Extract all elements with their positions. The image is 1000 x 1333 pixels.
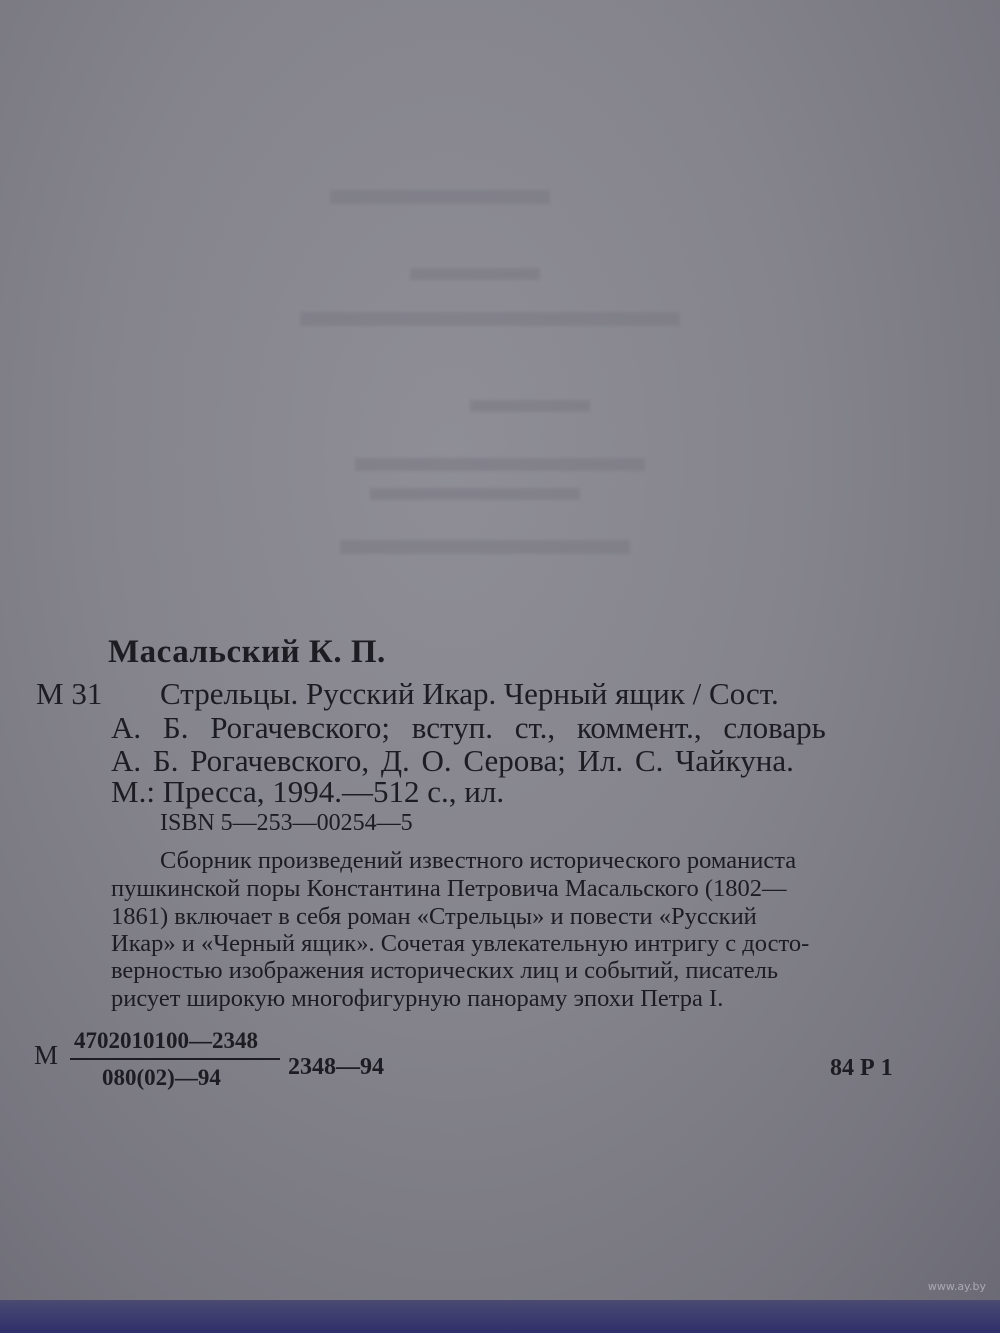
fraction-denominator: 080(02)—94 (102, 1065, 221, 1090)
annotation-line-6: рисует широкую многофигурную панораму эпохи Петра I. (111, 985, 724, 1012)
page-bottom-edge (0, 1300, 1000, 1333)
fraction-numerator: 4702010100—2348 (74, 1028, 258, 1053)
description-line-1: Стрельцы. Русский Икар. Черный ящик / Сост. (160, 676, 779, 711)
annotation-line-2: пушкинской поры Константина Петровича Масальского (1802— (111, 875, 787, 902)
book-author: Масальский К. П. (108, 634, 386, 670)
description-line-3: А. Б. Рогачевского, Д. О. Серова; Ил. С. Чайкуна. (111, 743, 794, 778)
footer-letter: М (34, 1040, 59, 1070)
description-line-2: А. Б. Рогачевского; вступ. ст., коммент., словарь (111, 710, 826, 745)
annotation-line-5: верностью изображения исторических лиц и событий, писатель (111, 957, 778, 984)
bbk-code: 84 Р 1 (830, 1055, 893, 1081)
fraction-bar (70, 1058, 280, 1060)
description-line-4: М.: Пресса, 1994.—512 с., ил. (111, 774, 505, 809)
annotation-line-4: Икар» и «Черный ящик». Сочетая увлекательную интригу с досто- (111, 930, 810, 957)
isbn: ISBN 5—253—00254—5 (160, 810, 413, 836)
annotation-line-1: Сборник произведений известного исторического романиста (160, 847, 797, 874)
watermark: www.ay.by (927, 1280, 986, 1293)
show-through-texture (0, 0, 1000, 600)
footer-code: 2348—94 (288, 1054, 384, 1080)
classification-index: М 31 (36, 676, 103, 711)
annotation-line-3: 1861) включает в себя роман «Стрельцы» и повести «Русский (111, 903, 757, 930)
